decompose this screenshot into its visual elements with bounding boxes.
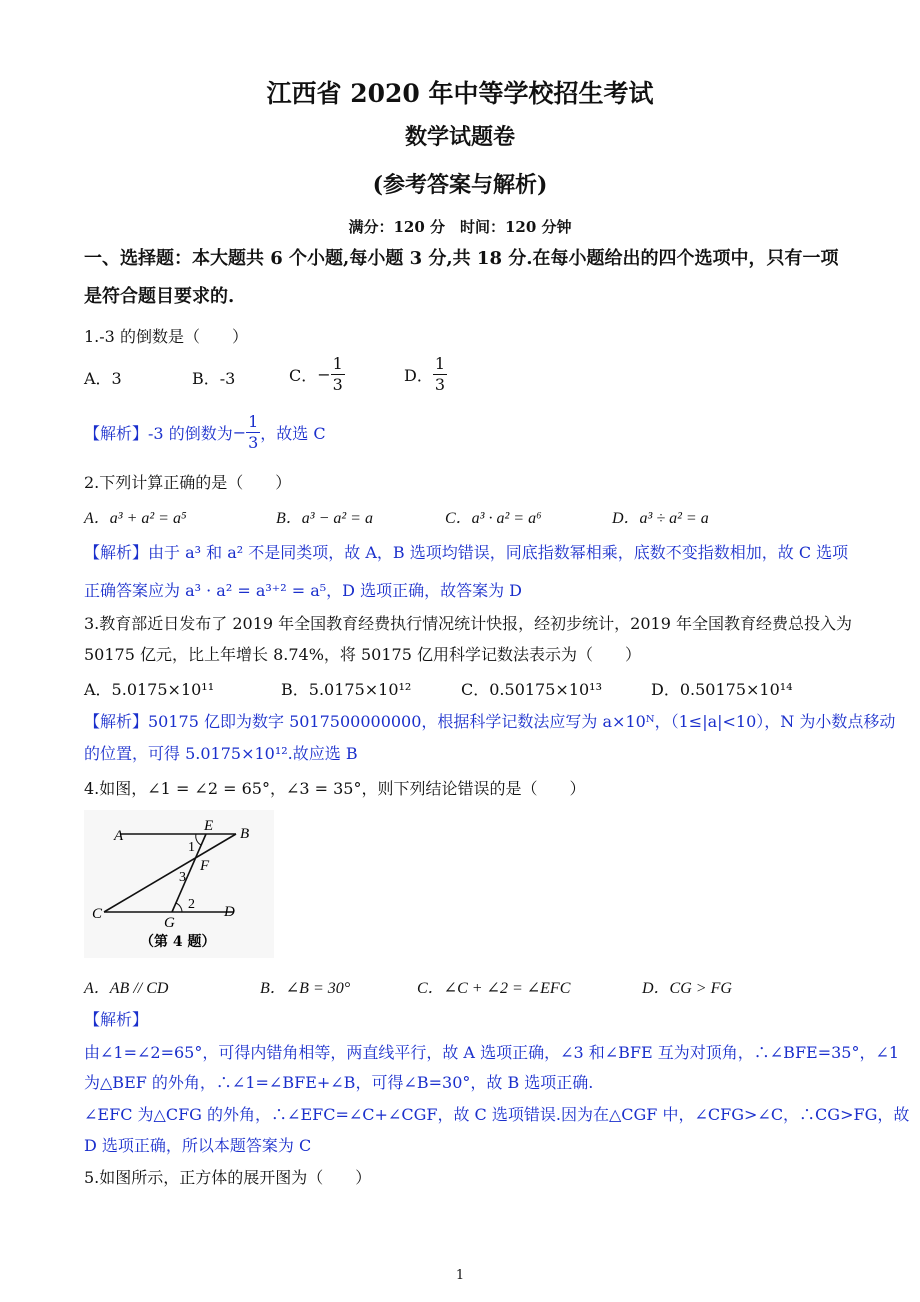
question-5-stem: 5.如图所示，正方体的展开图为（ ） [84,1168,372,1187]
q1-option-d [404,354,447,395]
q2-option-b: B．a³ − a² = a [276,510,373,527]
q3-option-c: C．0.50175×10¹³ [461,680,603,699]
q4-option-b: B．∠B = 30° [260,980,351,997]
q3-answer-line-2: 的位置，可得 5.0175×10¹².故应选 B [84,744,358,763]
q1-answer [84,412,326,453]
q4-answer-line-3: ∠EFC 为△CFG 的外角，∴∠EFC=∠C+∠CGF，故 C 选项错误.因为在△CGF 中，∠CFG>∠C，∴CG>FG，故 [84,1105,910,1124]
q4-answer-line-2: 为△BEF 的外角，∴∠1=∠BFE+∠B，可得∠B=30°，故 B 选项正确. [84,1073,594,1092]
fraction [433,354,447,395]
answer-text: 由于 a³ 和 a² 不是同类项，故 A，B 选项均错误，同底指数幂相乘，底数不变指数相加，故 C 选项 [148,543,849,562]
q3-answer-line-1: 【解析】50175 亿即为数字 5017500000000，根据科学记数法应写为 a×10ᴺ，（1≤|a|<10），N 为小数点移动 [84,712,896,731]
page-title: 江西省 2020 年中等学校招生考试 [266,79,654,108]
q4-option-c: C．∠C + ∠2 = ∠EFC [417,980,571,997]
fraction [246,412,260,453]
question-2-stem: 2.下列计算正确的是（ ） [84,473,292,492]
q1-option-d-label: D． [404,366,433,385]
label-angle-1: 1 [188,840,195,855]
page-subtitle-2: (参考答案与解析) [372,172,548,198]
label-e: E [204,818,214,834]
label-b: B [240,826,250,842]
section-title: 一、选择题：本大题共 6 个小题,每小题 3 分,共 18 分.在每小题给出的四个选项中，只有一项是符合题目要求的. [84,248,839,307]
q4-option-a: A．AB // CD [84,980,169,997]
label-a: A [114,828,124,844]
question-3-stem-line-1: 3.教育部近日发布了 2019 年全国教育经费执行情况统计快报，经初步统计，2019 年全国教育经费总投入为 [84,614,852,633]
q1-option-c-label: C． [289,366,318,385]
q2-option-c: C．a³ · a² = a⁶ [445,510,542,527]
label-d: D [224,904,235,920]
label-angle-3: 3 [179,870,186,885]
q2-option-a: A．a³ + a² = a⁵ [84,510,187,527]
q4-option-d: D．CG > FG [642,980,732,997]
exam-meta: 满分：120 分 时间：120 分钟 [348,218,572,236]
q4-answer-line-1: 由∠1=∠2=65°，可得内错角相等，两直线平行，故 A 选项正确，∠3 和∠BFE 互为对顶角，∴∠BFE=35°，∠1 [84,1043,900,1062]
q3-option-d: D．0.50175×10¹⁴ [651,680,793,699]
q3-option-a: A．5.0175×10¹¹ [84,680,215,699]
fraction-denominator: 3 [332,375,343,394]
label-c: C [92,906,103,922]
label-g: G [164,915,175,931]
q3-option-b: B．5.0175×10¹² [281,680,412,699]
question-1-stem: 1.-3 的倒数是（ ） [84,327,248,346]
geometry-figure [84,810,274,958]
q1-option-b: B．-3 [192,369,236,388]
fraction-numerator: 1 [434,354,446,373]
page-subtitle: 数学试题卷 [404,124,515,150]
figure-caption: （第 4 题） [140,934,216,950]
question-4-stem: 4.如图，∠1 = ∠2 = 65°，∠3 = 35°，则下列结论错误的是（ ） [84,779,586,798]
fraction-denominator: 3 [434,375,446,394]
q2-answer-line-2: 正确答案应为 a³ · a² = a³⁺² = a⁵，D 选项正确，故答案为 D [84,581,523,600]
q1-option-a: A．3 [84,369,122,388]
q4-answer-line-4: D 选项正确，所以本题答案为 C [84,1136,312,1155]
fraction-numerator: 1 [248,412,259,431]
q4-answer-tag: 【解析】 [84,1010,149,1029]
answer-tag: 【解析】 [84,424,149,443]
q2-answer-line-1 [84,540,848,563]
question-3-stem-line-2: 50175 亿元，比上年增长 8.74%，将 50175 亿用科学记数法表示为（ ） [84,645,641,664]
fraction-numerator: 1 [332,354,343,373]
fraction-denominator: 3 [248,433,259,452]
q2-option-d: D．a³ ÷ a² = a [612,510,709,527]
page-number: 1 [455,1268,465,1283]
negative-sign: − [232,423,247,442]
label-angle-2: 2 [188,897,195,912]
label-f: F [200,858,210,874]
answer-text: ，故选 C [260,424,326,443]
negative-sign: − [317,365,331,384]
answer-text: -3 的倒数为 [148,424,233,443]
q1-option-c [289,354,345,395]
fraction [331,354,345,395]
answer-tag: 【解析】 [84,543,149,562]
